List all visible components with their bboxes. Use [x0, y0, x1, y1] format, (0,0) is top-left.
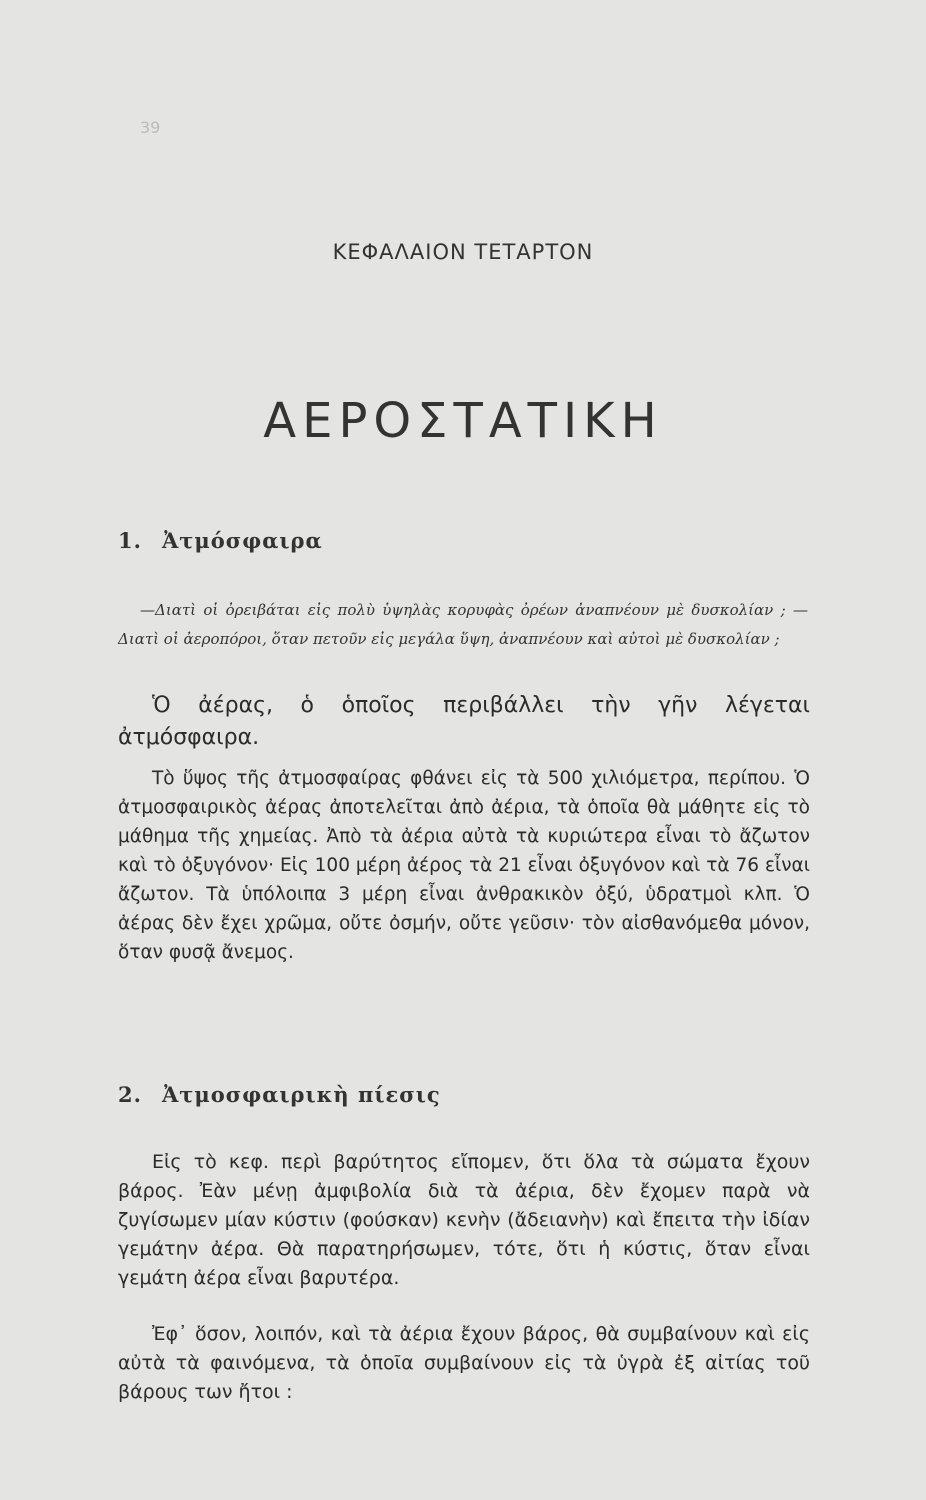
section-2-paragraph-2: Ἐφ᾽ ὅσον, λοιπόν, καὶ τὰ ἀέρια ἔχουν βάρος, θὰ συμβαίνουν καὶ εἰς αὐτὰ τὰ φαινόμενα, τὰ ὁποῖα συμβαίνουν εἰς τὰ ὑγρὰ ἐξ αἰτίας τοῦ βάρους των ἤτοι :: [118, 1323, 810, 1403]
section-1-body: Τὸ ὕψος τῆς ἀτμοσφαίρας φθάνει εἰς τὰ 500 χιλιόμετρα, περίπου. Ὁ ἀτμοσφαιρικὸς ἀέρας ἀποτελεῖται ἀπὸ ἀέρια, τὰ ὁποῖα θὰ μάθητε εἰς τὸ μάθημα τῆς χημείας. Ἀπὸ τὰ ἀέρια αὐτὰ τὰ κυριώτερα εἶναι τὸ ἄζωτον καὶ τὸ ὀξυγόνον· Εἰς 100 μέρη ἀέρος τὰ 21 εἶναι ὀξυγόνον καὶ τὰ 76 εἶναι ἄζωτον. Τὰ ὑπόλοιπα 3 μέρη εἶναι ἀνθρακικὸν ὀξύ, ὑδρατμοὶ κλπ. Ὁ ἀέρας δὲν ἔχει χρῶμα, οὔτε ὀσμήν, οὔτε γεῦσιν· τὸν αἰσθανόμεθα μόνον, ὅταν φυσᾷ ἄνεμος.: [118, 768, 810, 963]
page-number: 39: [140, 118, 161, 137]
section-1-definition: Ὁ ἀέρας, ὁ ὁποῖος περιβάλλει τὴν γῆν λέγεται ἀτμόσφαιρα.: [118, 693, 810, 750]
chapter-heading: ΚΕΦΑΛΑΙΟΝ ΤΕΤΑΡΤΟΝ: [332, 240, 594, 264]
section-1-heading: [118, 528, 323, 553]
section-2-title: Ἀτμοσφαιρικὴ πίεσις: [161, 1082, 441, 1107]
section-1-number: 1.: [118, 528, 142, 553]
section-2-heading: [118, 1082, 441, 1107]
section-2-number: 2.: [118, 1082, 142, 1107]
section-2-paragraph-1: Εἰς τὸ κεφ. περὶ βαρύτητος εἴπομεν, ὅτι ὅλα τὰ σώματα ἔχουν βάρος. Ἐὰν μένῃ ἀμφιβολία διὰ τὰ ἀέρια, δὲν ἔχομεν παρὰ νὰ ζυγίσωμεν μίαν κύστιν (φούσκαν) κενὴν (ἄδειανὴν) καὶ ἔπειτα τὴν ἰδίαν γεμάτην ἀέρα. Θὰ παρατηρήσωμεν, τότε, ὅτι ἡ κύστις, ὅταν εἶναι γεμάτη ἀέρα εἶναι βαρυτέρα.: [118, 1151, 810, 1289]
page-title: ΑΕΡΟΣΤΑΤΙΚΗ: [263, 393, 663, 449]
section-1-questions: —Διατὶ οἱ ὀρειβάται εἰς πολὺ ὑψηλὰς κορυφὰς ὀρέων ἀναπνέουν μὲ δυσκολίαν ; —Διατὶ οἱ ἀεροπόροι, ὅταν πετοῦν εἰς μεγάλα ὕψη, ἀναπνέουν καὶ αὐτοὶ μὲ δυσκολίαν ;: [118, 601, 808, 648]
section-1-title: Ἀτμόσφαιρα: [161, 528, 323, 553]
